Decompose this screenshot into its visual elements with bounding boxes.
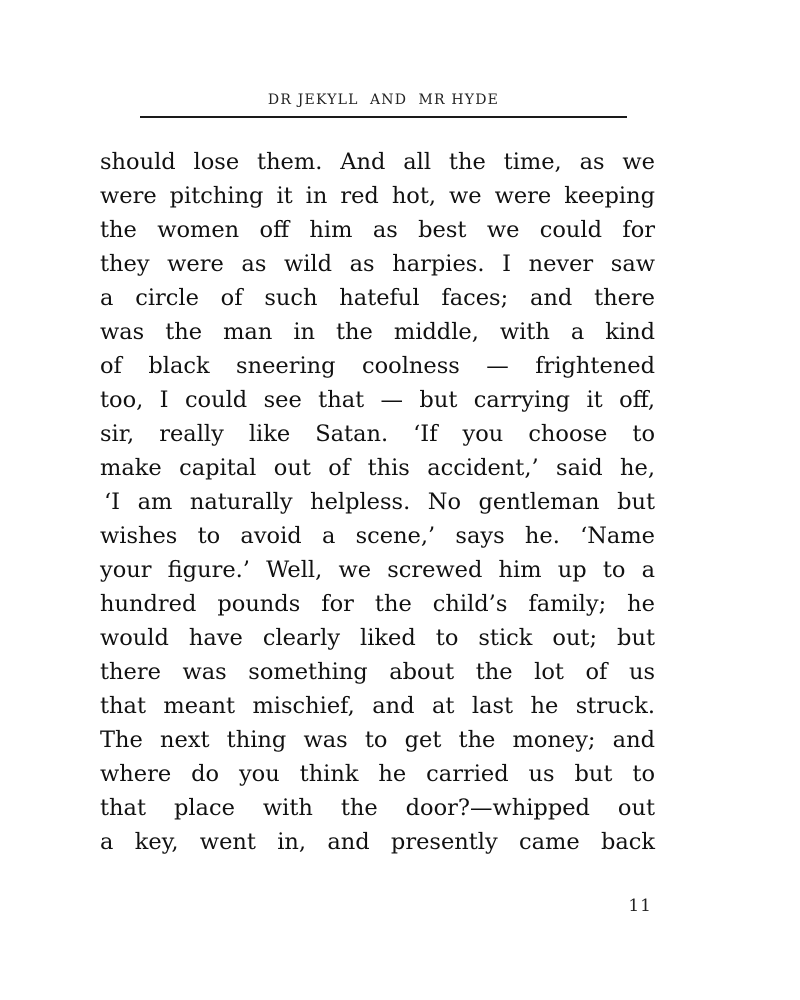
text-line: wishes to avoid a scene,’ says he. ‘Name — [100, 523, 655, 549]
text-line: there was something about the lot of us — [100, 659, 655, 685]
text-line: that meant mischief, and at last he struck. — [100, 693, 655, 719]
text-line: hundred pounds for the child’s family; he — [100, 591, 655, 617]
text-line: The next thing was to get the money; and — [100, 727, 655, 753]
text-line: a key, went in, and presently came back — [100, 829, 655, 855]
text-line: sir, really like Satan. ‘If you choose to — [100, 421, 655, 447]
text-line: of black sneering coolness — frightened — [100, 353, 655, 379]
text-line: ‘I am naturally helpless. No gentleman but — [104, 489, 655, 515]
text-line: where do you think he carried us but to — [100, 761, 655, 787]
body-text — [100, 145, 655, 859]
text-line: they were as wild as harpies. I never saw — [100, 251, 655, 277]
text-line: would have clearly liked to stick out; but — [100, 625, 655, 651]
text-line: were pitching it in red hot, we were keeping — [100, 183, 655, 209]
running-header-title: DR JEKYLL AND MR HYDE — [267, 92, 500, 108]
text-line: your figure.’ Well, we screwed him up to a — [100, 557, 655, 583]
text-line: a circle of such hateful faces; and there — [100, 285, 655, 311]
running-header — [140, 90, 627, 118]
text-line: that place with the door?—whipped out — [100, 795, 655, 821]
text-line: the women off him as best we could for — [100, 217, 655, 243]
text-line: was the man in the middle, with a kind — [100, 319, 655, 345]
text-line: make capital out of this accident,’ said he, — [100, 455, 655, 481]
text-line: should lose them. And all the time, as we — [100, 149, 655, 175]
page-number: 11 — [628, 896, 652, 916]
text-line: too, I could see that — but carrying it off, — [100, 387, 655, 413]
